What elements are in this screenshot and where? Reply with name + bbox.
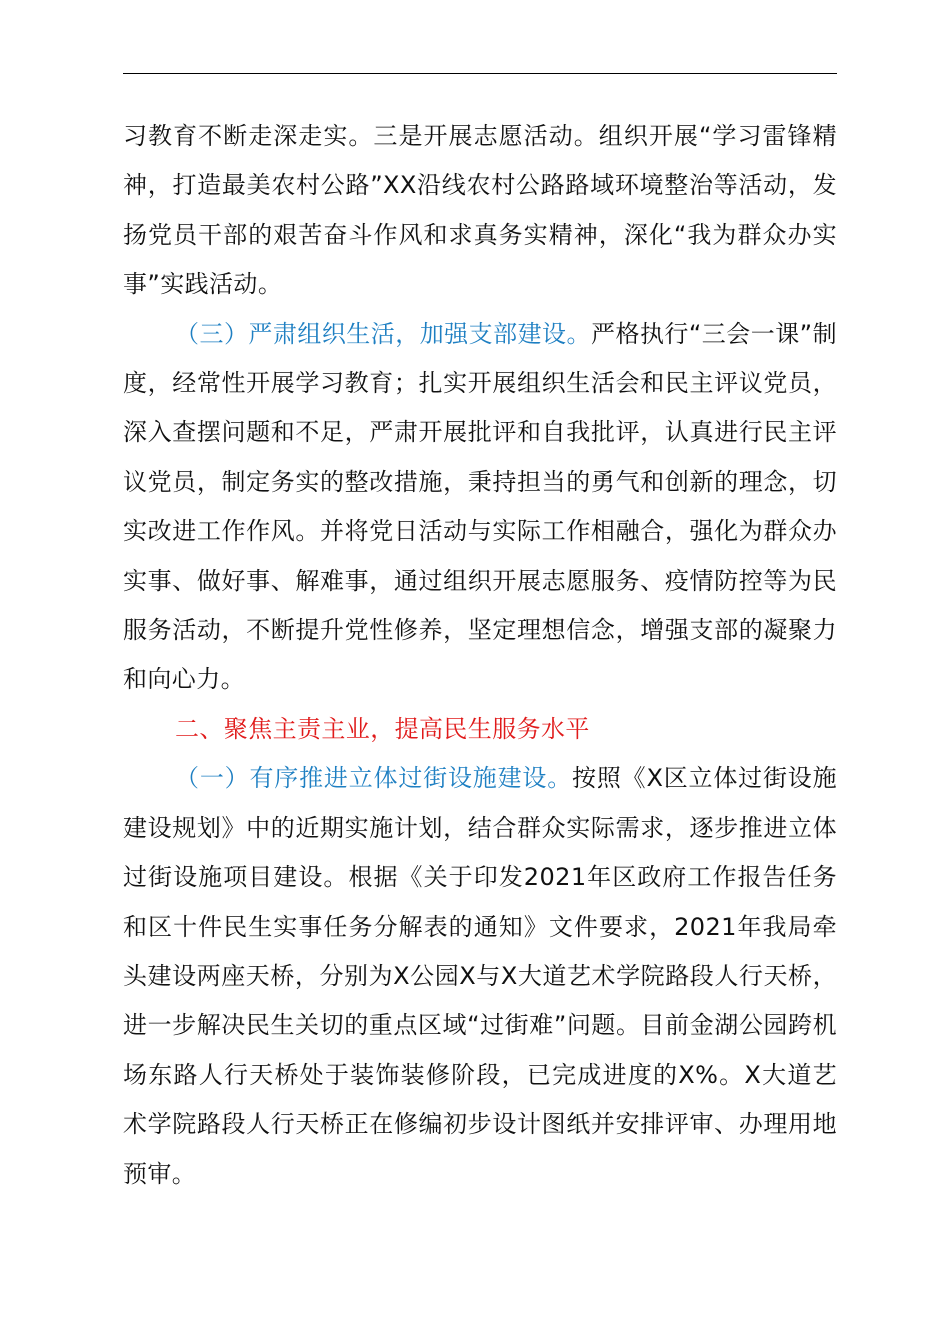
- paragraph-text: 严格执行“三会一课”制度，经常性开展学习教育；扎实开展组织生活会和民主评议党员，深入查摆问题和不足，严肃开展批评和自我批评，认真进行民主评议党员，制定务实的整改措施，秉持担当的勇气和创新的理念，切实改进工作作风。并将党日活动与实际工作相融合，强化为群众办实事、做好事、解难事，通过组织开展志愿服务、疫情防控等为民服务活动，不断提升党性修养，坚定理想信念，增强支部的凝聚力和向心力。: [123, 319, 837, 694]
- header-rule: [123, 73, 837, 74]
- section-heading-2: 二、聚焦主责主业，提高民生服务水平: [175, 714, 590, 743]
- paragraph-overpass-construction: [123, 754, 837, 1199]
- subheading-organization-life: （三）严肃组织生活，加强支部建设。: [175, 319, 591, 348]
- paragraph-organization-life: [123, 310, 837, 705]
- paragraph-text: 习教育不断走深走实。三是开展志愿活动。组织开展“学习雷锋精神，打造最美农村公路”XX沿线农村公路路域环境整治等活动，发扬党员干部的艰苦奋斗作风和求真务实精神，深化“我为群众办实事”实践活动。: [123, 122, 837, 299]
- paragraph-text: 按照《X区立体过街设施建设规划》中的近期实施计划，结合群众实际需求，逐步推进立体过街设施项目建设。根据《关于印发2021年区政府工作报告任务和区十件民生实事任务分解表的通知》文件要求，2021年我局牵头建设两座天桥，分别为X公园X与X大道艺术学院路段人行天桥，进一步解决民生关切的重点区域“过街难”问题。目前金湖公园跨机场东路人行天桥处于装饰装修阶段，已完成进度的X%。X大道艺术学院路段人行天桥正在修编初步设计图纸并安排评审、办理用地预审。: [123, 764, 837, 1188]
- subheading-overpass-construction: （一）有序推进立体过街设施建设。: [175, 764, 573, 793]
- document-body: [123, 112, 837, 1199]
- paragraph-volunteer-activities: [123, 112, 837, 310]
